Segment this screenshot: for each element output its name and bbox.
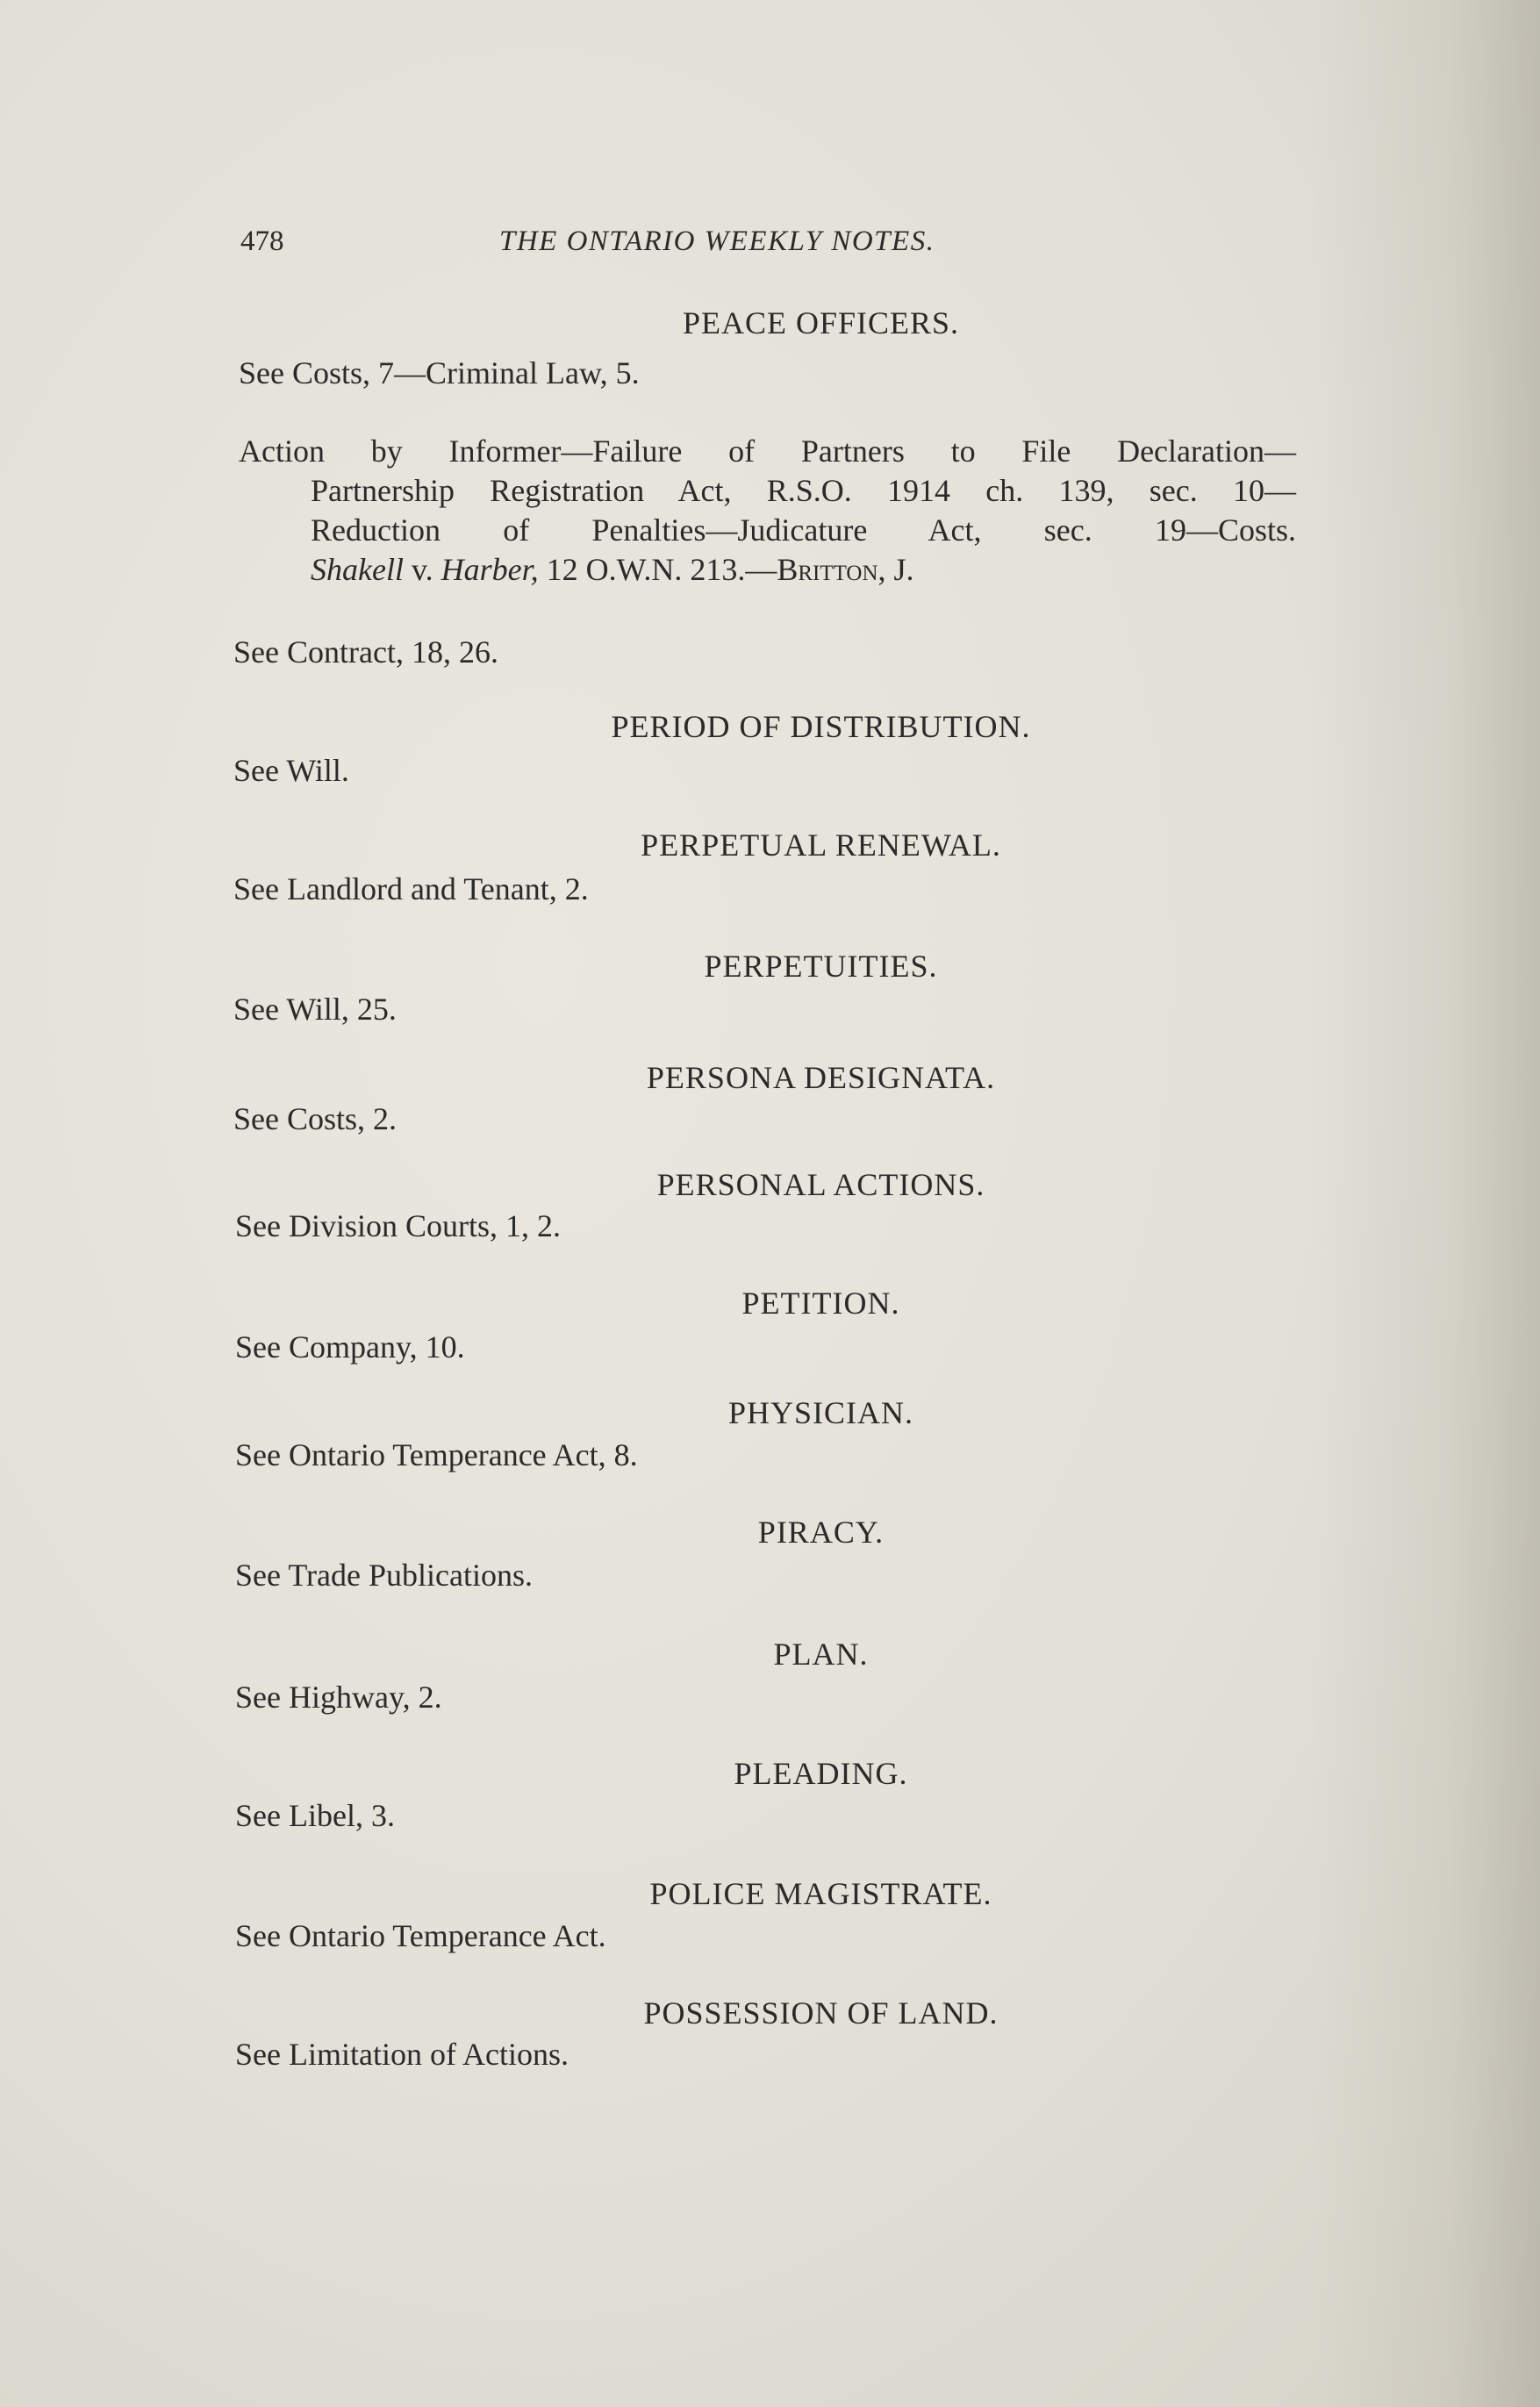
see-reference: See Company, 10. (235, 1329, 465, 1365)
journal-title: THE ONTARIO WEEKLY NOTES. (499, 226, 935, 257)
see-reference: See Ontario Temperance Act, 8. (235, 1437, 638, 1472)
index-heading: PERSONAL ACTIONS. (656, 1167, 985, 1202)
see-reference: See Landlord and Tenant, 2. (233, 871, 589, 906)
case-versus: v. (403, 552, 441, 587)
index-heading: PERSONA DESIGNATA. (646, 1060, 996, 1095)
see-reference: See Will, 25. (233, 992, 397, 1027)
index-heading: PETITION. (741, 1286, 900, 1321)
see-reference: See Costs, 7—Criminal Law, 5. (239, 355, 640, 390)
see-reference: See Division Courts, 1, 2. (235, 1208, 562, 1243)
digest-line: Reduction of Penalties—Judicature Act, sec. 19—Costs. (311, 512, 1296, 548)
running-head (240, 221, 1030, 261)
digest-paragraph (239, 432, 1296, 590)
see-reference: See Libel, 3. (235, 1798, 395, 1833)
case-party-2: Harber, (441, 552, 539, 587)
index-heading: PHYSICIAN. (727, 1395, 914, 1430)
digest-line: Partnership Registration Act, R.S.O. 1914 ch. 139, sec. 10— (311, 473, 1296, 508)
see-reference: See Will. (233, 753, 349, 788)
see-reference: See Contract, 18, 26. (233, 634, 498, 670)
index-heading: PERPETUAL RENEWAL. (641, 827, 1001, 863)
index-heading: PERIOD OF DISTRIBUTION. (611, 709, 1031, 744)
judge-name: Britton (777, 552, 878, 587)
case-party-1: Shakell (311, 552, 404, 587)
see-reference: See Limitation of Actions. (235, 2037, 569, 2072)
judge-suffix: , J. (877, 552, 914, 587)
page-number: 478 (240, 226, 284, 257)
index-heading: PLAN. (773, 1637, 869, 1672)
index-heading: PERPETUITIES. (704, 949, 938, 984)
index-heading: POSSESSION OF LAND. (643, 1995, 999, 2031)
digest-line: Action by Informer—Failure of Partners to File Declaration— (239, 433, 1296, 469)
see-reference: See Trade Publications. (235, 1558, 533, 1593)
index-heading: PIRACY. (757, 1515, 885, 1550)
see-reference: See Highway, 2. (235, 1680, 442, 1715)
see-reference: See Ontario Temperance Act. (235, 1918, 606, 1953)
case-citation: 12 O.W.N. 213.— (538, 552, 777, 587)
index-heading: PLEADING. (734, 1756, 908, 1791)
see-reference: See Costs, 2. (233, 1101, 398, 1136)
index-heading: POLICE MAGISTRATE. (649, 1876, 992, 1911)
case-citation-line (311, 550, 1296, 590)
index-heading-peace-officers: PEACE OFFICERS. (682, 305, 960, 340)
